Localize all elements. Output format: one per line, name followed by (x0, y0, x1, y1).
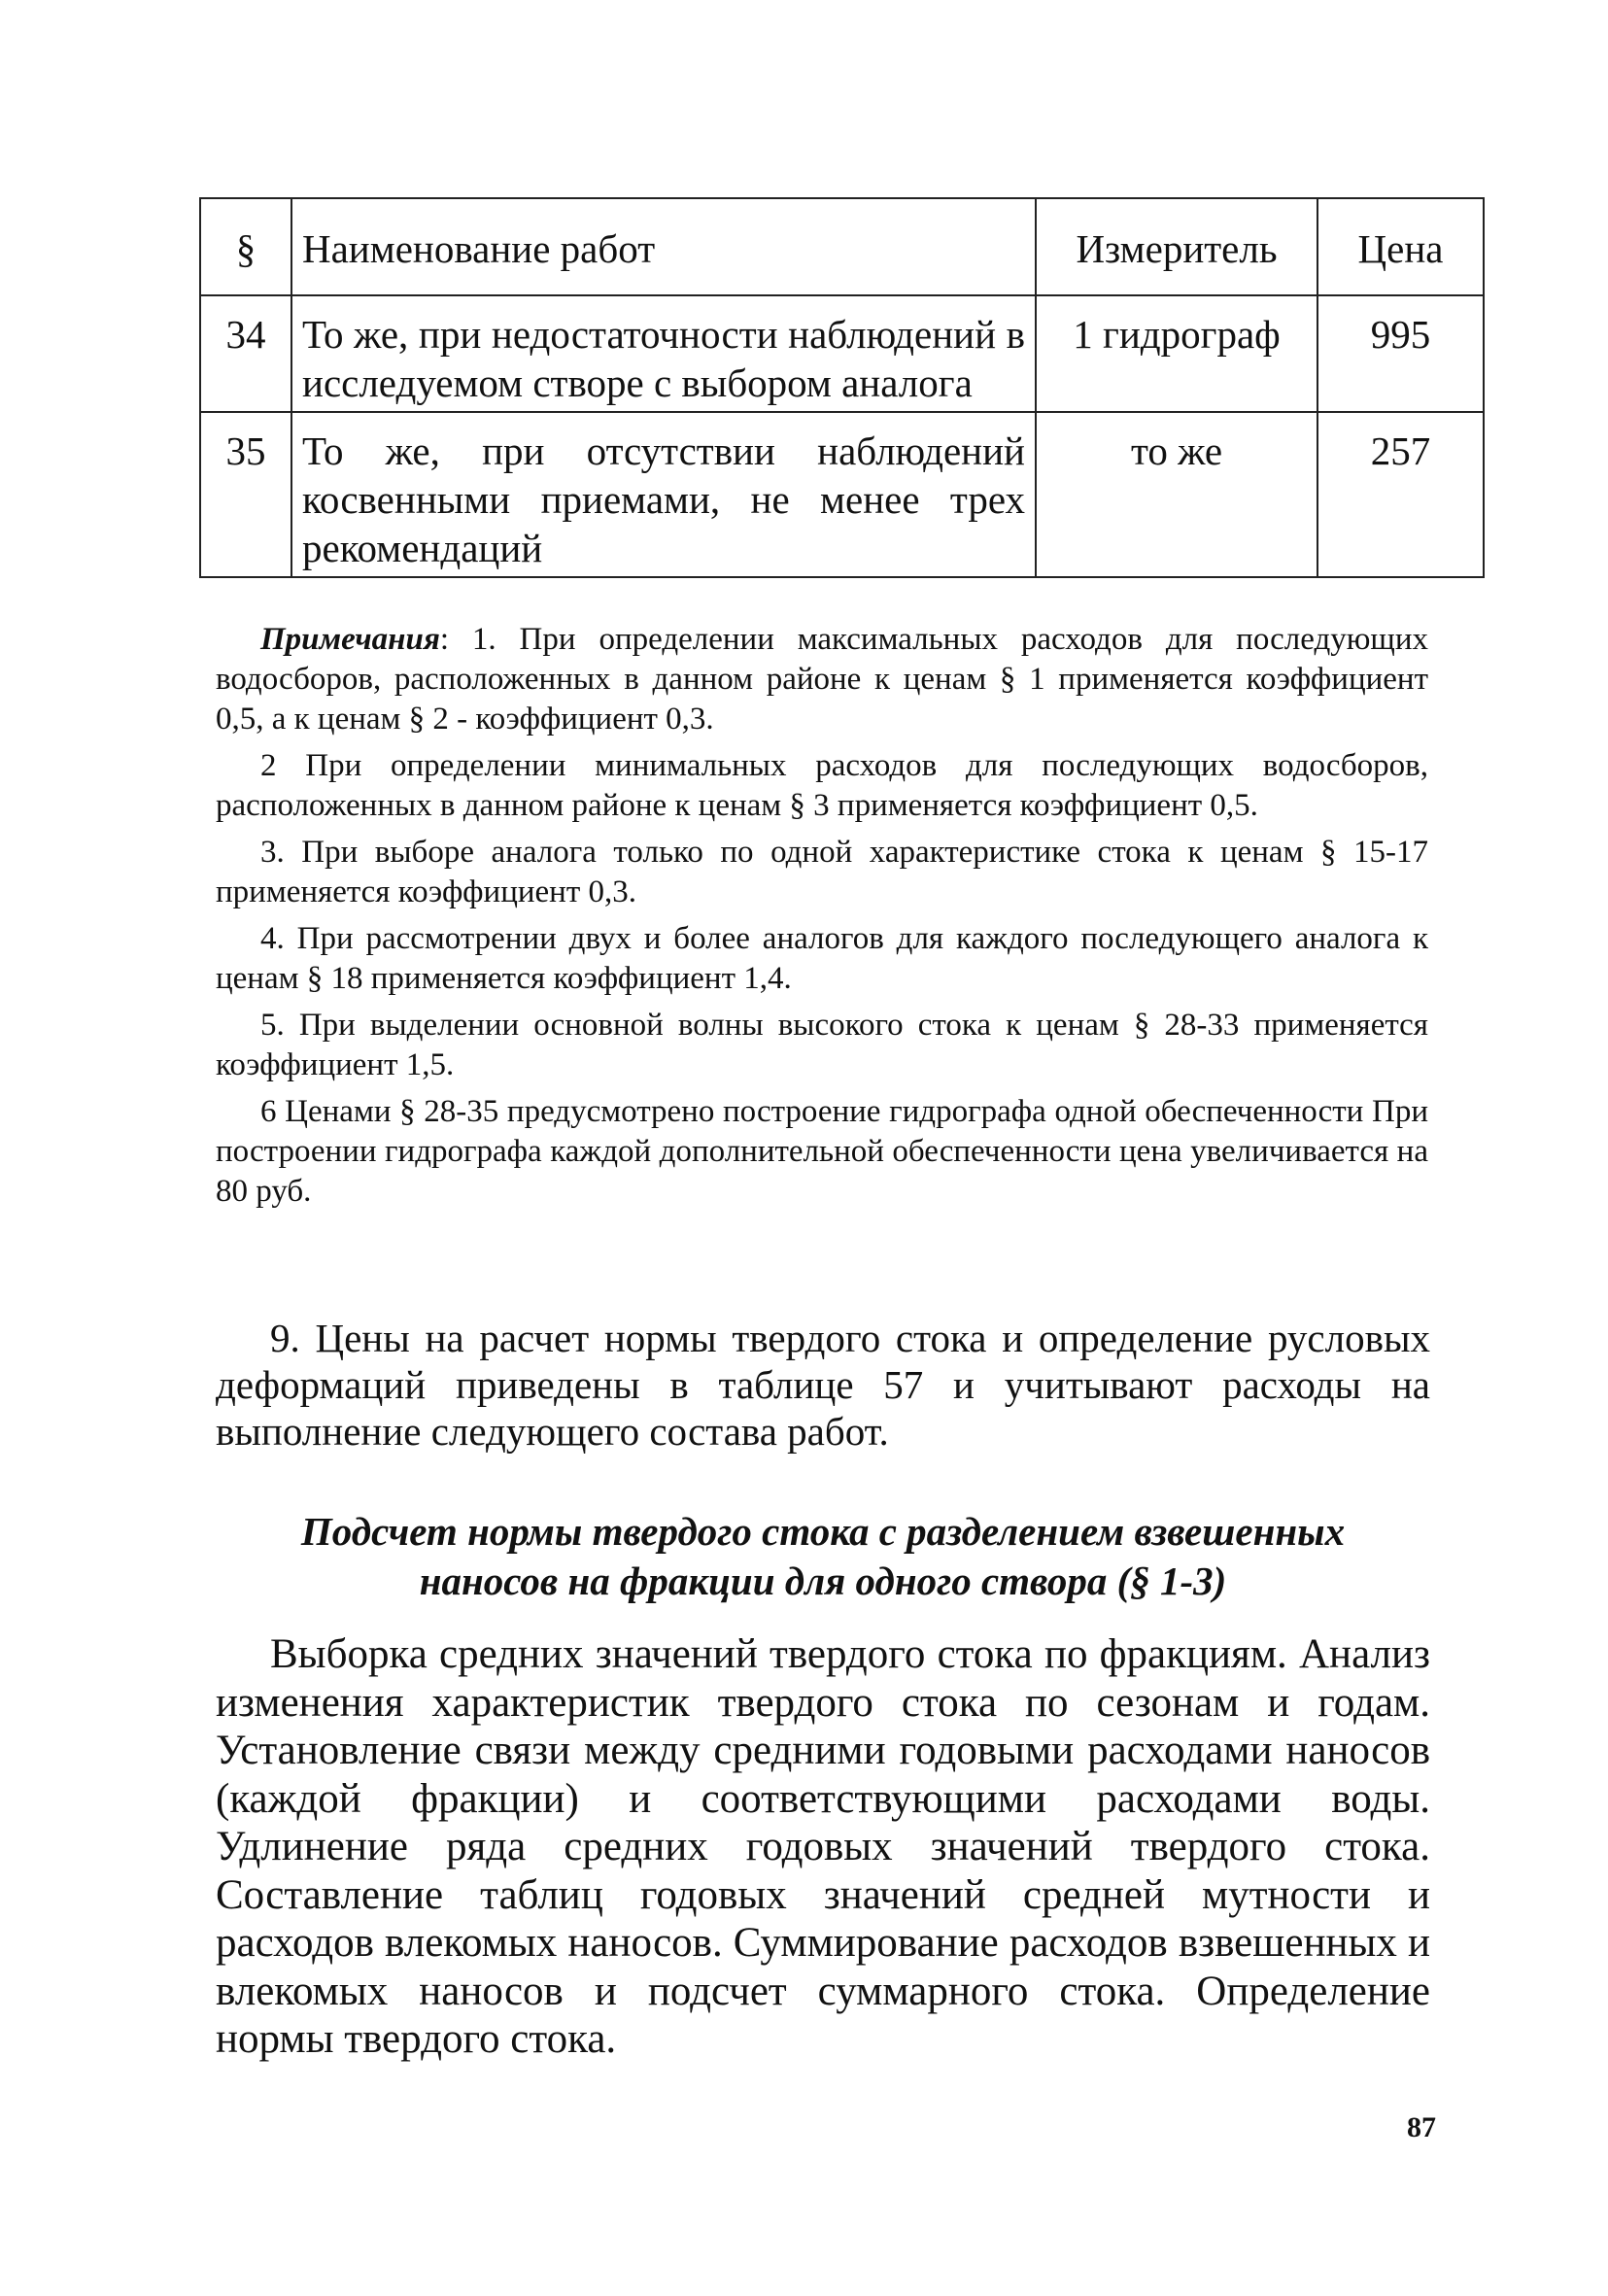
note-item: 6 Ценами § 28-35 предусмотрено построение гидрографа одной обеспеченности При построении гидрографа каждой дополнительной обеспеченности цена увеличивается на 80 руб. (216, 1094, 1428, 1209)
header-price: Цена (1317, 198, 1484, 295)
row-work-name: То же, при недостаточности наблюдений в исследуемом створе с выбором аналога (291, 295, 1036, 412)
header-unit: Измеритель (1036, 198, 1317, 295)
row-number: 35 (200, 412, 291, 577)
table-header-row (200, 198, 1484, 295)
price-table (199, 197, 1485, 578)
note-item: 3. При выборе аналога только по одной характеристике стока к ценам § 15-17 применяется коэффициент 0,3. (216, 835, 1428, 909)
table-row (200, 412, 1484, 577)
row-price: 257 (1317, 412, 1484, 577)
notes-lead: Примечания (260, 622, 440, 657)
row-unit: 1 гидрограф (1036, 295, 1317, 412)
notes-section (216, 620, 1428, 1218)
header-work-name: Наименование работ (291, 198, 1036, 295)
subheading-line-2: наносов на фракции для одного створа (§ 1-3) (419, 1559, 1227, 1603)
row-unit: то же (1036, 412, 1317, 577)
table-row (200, 295, 1484, 412)
note-item: 4. При рассмотрении двух и более аналогов для каждого последующего аналога к ценам § 18 применяется коэффициент 1,4. (216, 921, 1428, 996)
paragraph-9: 9. Цены на расчет нормы твердого стока и определение русловых деформаций приведены в таблице 57 и учитывают расходы на выполнение следующего состава работ. (216, 1316, 1430, 1454)
note-item: 2 При определении минимальных расходов для последующих водосборов, расположенных в данном районе к ценам § 3 применяется коэффициент 0,5. (216, 748, 1428, 823)
section-subheading (216, 1507, 1430, 1606)
row-number: 34 (200, 295, 291, 412)
note-item (216, 620, 1428, 739)
note-text: : 1. При определении максимальных расходов для последующих водосборов, расположенных в данном районе к ценам § 1 применяется коэффициент 0,5, а к ценам § 2 - коэффициент 0,3. (216, 622, 1428, 737)
note-item: 5. При выделении основной волны высокого стока к ценам § 28-33 применяется коэффициент 1,5. (216, 1008, 1428, 1082)
subheading-line-1: Подсчет нормы твердого стока с разделением взвешенных (300, 1509, 1346, 1554)
header-section: § (200, 198, 291, 295)
page-number: 87 (1407, 2111, 1436, 2143)
row-work-name: То же, при отсутствии наблюдений косвенными приемами, не менее трех рекомендаций (291, 412, 1036, 577)
body-paragraph: Выборка средних значений твердого стока по фракциям. Анализ изменения характеристик твердого стока по сезонам и годам. Установление связи между средними годовыми расходами наносов (каждой фракции) и соответствующими расходами воды. Удлинение ряда средних годовых значений твердого стока. Составление таблиц годовых значений средней мутности и расходов влекомых наносов. Суммирование расходов взвешенных и влекомых наносов и подсчет суммарного стока. Определение нормы твердого стока. (216, 1631, 1430, 2062)
row-price: 995 (1317, 295, 1484, 412)
